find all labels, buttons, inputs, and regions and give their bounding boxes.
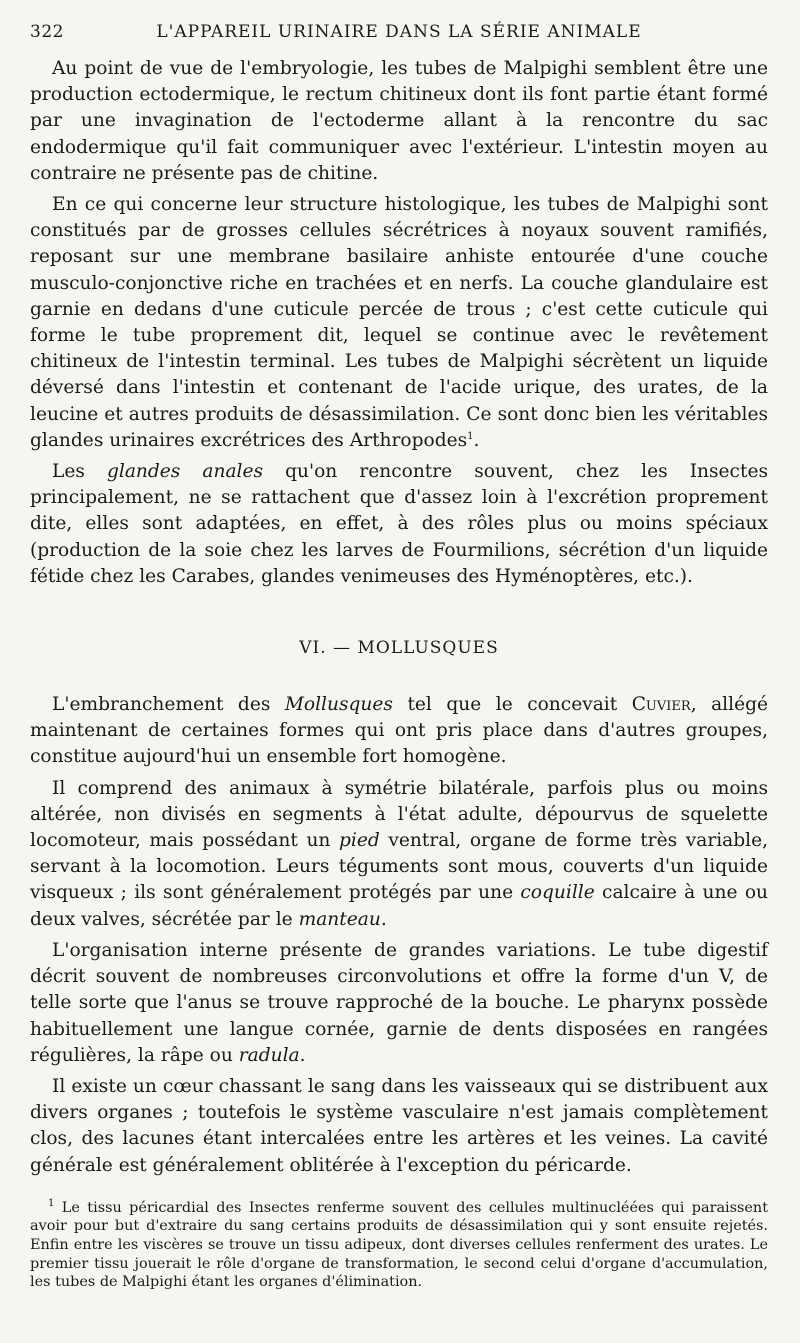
book-page [30, 22, 768, 1292]
paragraph-circulation: Il existe un cœur chassant le sang dans les vaisseaux qui se distribuent aux divers organes ; toutefois le système vasculaire n'est jamais complètement clos, des lacunes étant intercalées entre les artères et les veines. La cavité générale est généralement oblitérée à l'exception du péricarde. [30, 1075, 768, 1176]
footnote-mark: 1 [48, 1197, 55, 1209]
paragraph-anal-glands: Les glandes anales qu'on rencontre souvent, chez les Insectes principalement, ne se rattachent que d'assez loin à l'excrétion proprement dite, elles sont adaptées, en effet, à des rôles plus ou moins spéciaux (production de la soie chez les larves de Fourmilions, sécrétion d'un liquide fétide chez les Carabes, glandes venimeuses des Hyménoptères, etc.). [30, 461, 768, 587]
footnote-text: Le tissu péricardial des Insectes renferme souvent des cellules multinucléées qui paraissent avoir pour but d'extraire du sang certains produits de désassimilation qui y sont ensuite rejetés. Enfin entre les viscères se trouve un tissu adipeux, dont diverses cellules renferment des urates. Le premier tissu jouerait le rôle d'organe de transformation, le second celui d'organe d'accumulation, les tubes de Malpighi étant les organes d'élimination. [30, 1199, 768, 1291]
footnote [30, 1199, 768, 1292]
footnote-reference: 1 [467, 430, 474, 442]
paragraph-mollusca-body: Il comprend des animaux à symétrie bilatérale, parfois plus ou moins altérée, non divisés en segments à l'état adulte, dépourvus de squelette locomoteur, mais possédant un pied ventral, organe de forme très variable, servant à la locomotion. Leurs téguments sont mous, couverts d'un liquide visqueux ; ils sont généralement protégés par une coquille calcaire à une ou deux valves, sécrétée par le manteau. [30, 777, 769, 930]
paragraph-internal-organization: L'organisation interne présente de grandes variations. Le tube digestif décrit souvent de nombreuses circonvolutions et offre la forme d'un V, de telle sorte que l'anus se trouve rapproché de la bouche. Le pharynx possède habituellement une langue cornée, garnie de dents disposées en rangées régulières, la râpe ou radula. [30, 939, 768, 1066]
running-title: L'APPAREIL URINAIRE DANS LA SÉRIE ANIMALE [156, 22, 642, 42]
page-number: 322 [30, 22, 64, 42]
paragraph-mollusca-intro: L'embranchement des Mollusques tel que le concevait Cuvier, allégé maintenant de certaines formes qui ont pris place dans d'autres groupes, constitue aujourd'hui un ensemble fort homogène. [30, 694, 768, 768]
page-header [30, 22, 768, 56]
paragraph-histology: En ce qui concerne leur structure histologique, les tubes de Malpighi sont constitués par de grosses cellules sécrétrices à noyaux souvent ramifiés, reposant sur une membrane basilaire anhiste entourée d'une couche musculo-conjonctive riche en trachées et en nerfs. La couche glandulaire est garnie en dedans d'une cuticule percée de trous ; c'est cette cuticule qui forme le tube proprement dit, lequel se continue avec le revêtement chitineux de l'intestin terminal. Les tubes de Malpighi sécrètent un liquide déversé dans l'intestin et contenant de l'acide urique, des urates, de la leucine et autres produits de désassimilation. Ce sont donc bien les véritables glandes urinaires excrétrices des Arthropodes$^1$. [30, 194, 768, 451]
paragraph-embryology: Au point de vue de l'embryologie, les tubes de Malpighi semblent être une production ectodermique, le rectum chitineux dont ils font partie étant formé par une invagination de l'ectoderme allant à la rencontre du sac endodermique qu'il fait communiquer avec l'extérieur. L'intestin moyen au contraire ne présente pas de chitine. [30, 58, 768, 184]
section-title: VI. — MOLLUSQUES [299, 638, 499, 659]
